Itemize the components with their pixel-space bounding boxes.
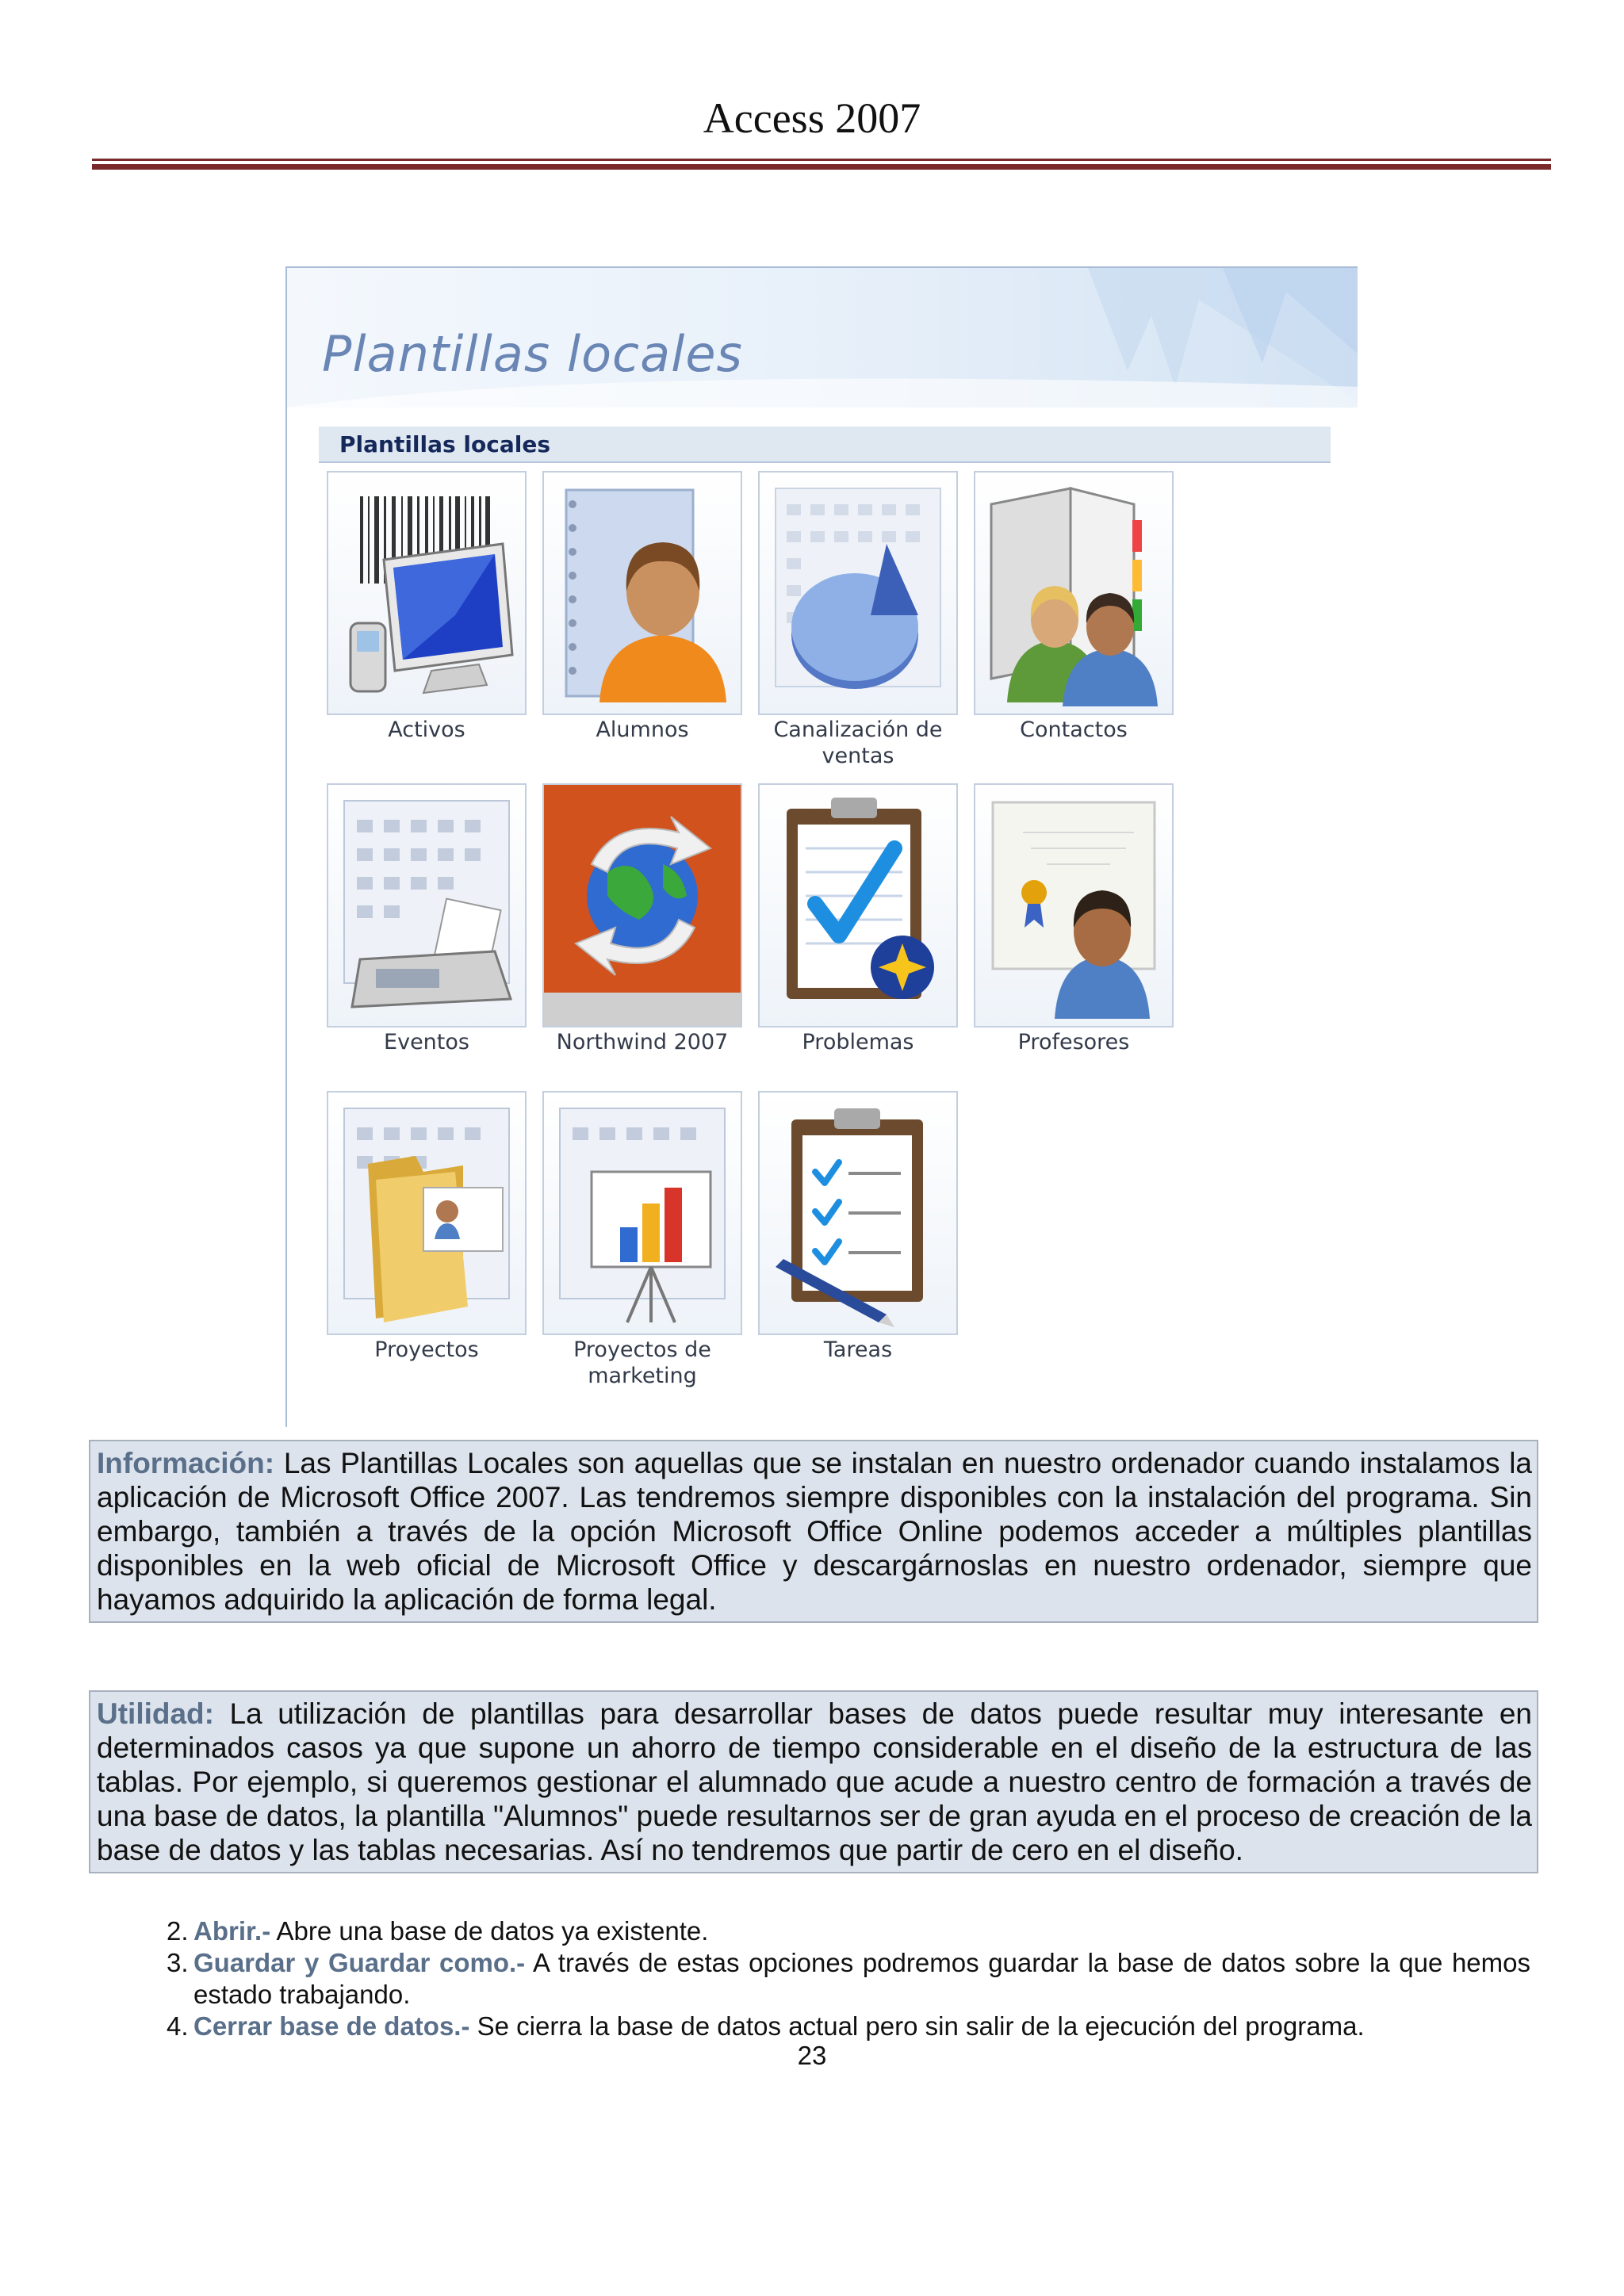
template-label: Alumnos	[596, 718, 689, 742]
section-header-label: Plantillas locales	[339, 431, 551, 457]
list-item	[167, 2011, 1530, 2042]
document-header-title: Access 2007	[703, 94, 921, 142]
template-label: Proyectos	[374, 1337, 479, 1362]
template-tile-tareas[interactable]	[758, 1091, 958, 1363]
template-tile-alumnos[interactable]	[542, 471, 742, 743]
list-item-number: 2.	[167, 1916, 189, 1946]
template-label: Northwind 2007	[556, 1030, 729, 1054]
fax-calendar-icon	[328, 785, 525, 1026]
template-tile-northwind[interactable]	[542, 783, 742, 1055]
list-item-description: Abre una base de datos ya existente.	[270, 1916, 709, 1946]
clipboard-check-icon	[760, 785, 956, 1026]
template-thumb[interactable]	[974, 471, 1174, 715]
template-thumb[interactable]	[327, 783, 527, 1027]
globe-arrows-icon	[544, 785, 741, 1026]
template-label: Tareas	[823, 1337, 893, 1362]
template-label: Activos	[388, 718, 465, 742]
template-tile-problemas[interactable]	[758, 783, 958, 1055]
information-box	[89, 1440, 1538, 1623]
template-label: Profesores	[1017, 1030, 1130, 1054]
contacts-icon	[975, 473, 1172, 714]
list-item-description: Se cierra la base de datos actual pero sin salir de la ejecución del programa.	[469, 2011, 1365, 2041]
template-thumb[interactable]	[542, 471, 742, 715]
list-item-number: 4.	[167, 2011, 189, 2041]
template-thumb[interactable]	[327, 471, 527, 715]
presentation-chart-icon	[544, 1093, 741, 1334]
list-item-description: A través de estas opciones podremos guardar la base de datos sobre la que hemos estado trabajando.	[193, 1948, 1530, 2009]
template-thumb[interactable]	[758, 783, 958, 1027]
template-label: Proyectos de marketing	[573, 1337, 711, 1388]
list-item-keyword: Guardar y Guardar como.-	[193, 1948, 526, 1977]
list-item-text	[193, 2011, 1530, 2042]
template-label: Problemas	[802, 1030, 914, 1054]
template-tile-eventos[interactable]	[327, 783, 527, 1055]
page-number: 23	[797, 2041, 827, 2070]
pie-chart-icon	[760, 473, 956, 714]
template-label: Eventos	[384, 1030, 469, 1054]
section-header	[319, 427, 1331, 463]
template-thumb[interactable]	[974, 783, 1174, 1027]
options-list	[167, 1915, 1530, 2042]
header-divider	[92, 159, 1551, 170]
list-item-keyword: Cerrar base de datos.-	[193, 2011, 470, 2041]
template-tile-activos[interactable]	[327, 471, 527, 743]
template-tile-contactos[interactable]	[974, 471, 1174, 743]
folder-icon	[328, 1093, 525, 1334]
template-thumb[interactable]	[542, 1091, 742, 1335]
list-item	[167, 1915, 1530, 1947]
list-item-keyword: Abrir.-	[193, 1916, 271, 1946]
utility-box	[89, 1690, 1538, 1873]
template-tile-proyectos[interactable]	[327, 1091, 527, 1363]
banner-title: Plantillas locales	[322, 325, 743, 383]
template-tile-proyectos-marketing[interactable]	[542, 1091, 742, 1389]
template-tile-canalizacion[interactable]	[758, 471, 958, 769]
information-lead: Información:	[97, 1447, 275, 1479]
list-item	[167, 1947, 1530, 2011]
list-item-number: 3.	[167, 1948, 189, 1977]
template-label: Contactos	[1020, 718, 1128, 742]
template-label: Canalización de ventas	[773, 718, 943, 768]
templates-screenshot	[285, 266, 1358, 1427]
list-item-text	[193, 1915, 1530, 1947]
template-thumb[interactable]	[327, 1091, 527, 1335]
template-tile-profesores[interactable]	[974, 783, 1174, 1055]
template-thumb[interactable]	[758, 471, 958, 715]
template-thumb[interactable]	[758, 1091, 958, 1335]
computer-phone-icon	[328, 473, 525, 714]
teacher-icon	[975, 785, 1172, 1026]
utility-text: La utilización de plantillas para desarrollar bases de datos puede resultar muy interesante en determinados casos ya que supone un ahorro de tiempo considerable en el diseño de la estructura de las tablas. Por ejemplo, si queremos gestionar el alumnado que acude a nuestro centro de formación a través de una base de datos, la plantilla "Alumnos" puede resultarnos ser de gran ayuda en el proceso de creación de la base de datos y las tablas necesarias. Así no tendremos que partir de cero en el diseño.	[97, 1697, 1532, 1866]
student-icon	[544, 473, 741, 714]
information-text: Las Plantillas Locales son aquellas que se instalan en nuestro ordenador cuando instalamos la aplicación de Microsoft Office 2007. Las tendremos siempre disponibles con la instalación del programa. Sin embargo, también a través de la opción Microsoft Office Online podemos acceder a múltiples plantillas disponibles en la web oficial de Microsoft Office y descargárnoslas en nuestro ordenador, siempre que hayamos adquirido la aplicación de forma legal.	[97, 1447, 1532, 1616]
list-item-text	[193, 1947, 1530, 2011]
utility-lead: Utilidad:	[97, 1697, 214, 1730]
template-thumb[interactable]	[542, 783, 742, 1027]
task-list-icon	[760, 1093, 956, 1334]
